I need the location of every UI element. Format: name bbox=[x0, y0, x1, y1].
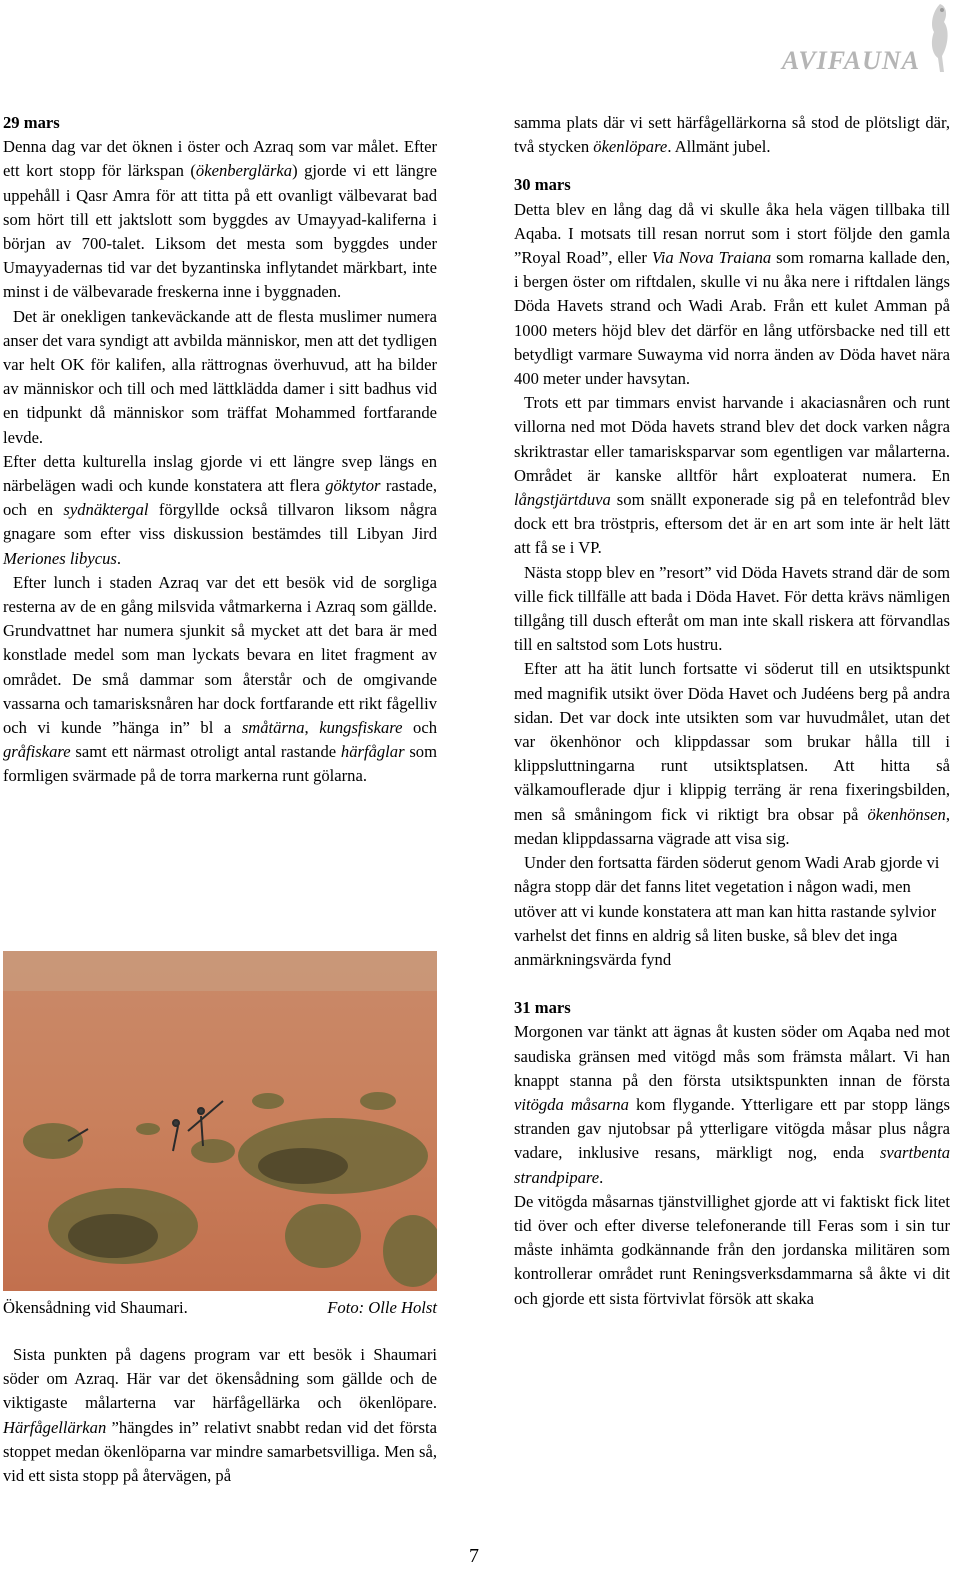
day-heading-30-mars: 30 mars bbox=[514, 175, 571, 195]
species-name: ökenberglärka bbox=[195, 161, 293, 181]
species-name: gråfiskare bbox=[3, 742, 71, 762]
text-run: . bbox=[116, 548, 121, 568]
text-run: Efter att ha ätit lunch fortsatte vi söderut till en utsiktspunkt med magnifik utsikt över Döda Havet och Judéens berg på andra sidan. Det var dock inte utsikten som var huvudmålet, utan det var ökenhönor och klippdassar som brukar hålla till i klippsluttningarna runt utsiktsplatsen. Att hitta så välkamouflerade djur i klippig terräng är rena fixeringsbilden, men så småningom fick vi riktigt bra obsar på bbox=[514, 659, 950, 824]
paragraph bbox=[3, 571, 437, 789]
paragraph bbox=[514, 391, 950, 560]
text-run: rastade, och en bbox=[3, 476, 437, 520]
day-heading-31-mars: 31 mars bbox=[514, 998, 571, 1018]
text-run: som snällt exponerade sig på en telefontråd blev dock ett bra tröstpris, eftersom det är en art som inte är helt lätt att få se i VP. bbox=[514, 490, 950, 558]
paragraph: Under den fortsatta färden söderut genom Wadi Arab gjorde vi några stopp där det fanns litet vegetation i någon wadi, men utöver att vi kunde konstatera att man kan hitta rastande sylvior varhelst det finns en aldrig så liten buske, så blev det inga anmärkningsvärda fynd bbox=[514, 853, 940, 969]
bird-icon bbox=[922, 2, 952, 74]
desert-photo bbox=[3, 951, 437, 1291]
species-name: Meriones libycus bbox=[3, 548, 117, 568]
text-run: som romarna kallade den, i bergen öster om riftdalen, skulle vi nu åka nere i riftdalen längs Döda Havets strand och Wadi Arab. Från ett kulet Amman på 1000 meters höjd blev det därför en lång utförsbacke ned till ett betydligt varmare Suwayma vid norra änden av Döda havet nära 400 meter under havsytan. bbox=[514, 248, 951, 389]
road-name: Via Nova Traiana bbox=[651, 248, 772, 268]
paragraph: De vitögda måsarnas tjänstvillighet gjorde att vi faktiskt fick litet tid över och efter diverse telefonerande till Feras som i sin tur måste inhämta godkännande från den jordanska militären som kontrollerar området runt Reningsverksdammarna så åkte vi dit och gjorde ett sista förtvivlat försök att skaka bbox=[514, 1191, 950, 1308]
text-run: Trots ett par timmars envist harvande i akaciasnåren och runt villorna ned mot Döda havets strand blev det dock varken några skriktrastar eller tamarisksparvar som egentligen var målarterna. Området är kanske alltför hårt exploaterat numera. En bbox=[514, 393, 950, 485]
species-name: härfåglar bbox=[340, 742, 405, 762]
text-run: Detta blev en lång dag då vi skulle åka hela vägen tillbaka till Aqaba. I motsats till resan norrut som i stort följde den gamla ”Royal Road”, eller bbox=[514, 199, 950, 268]
species-name: ökenlöpare bbox=[593, 137, 668, 157]
photo-credit: Foto: Olle Holst bbox=[327, 1298, 437, 1317]
text-run: Efter lunch i staden Azraq var det ett besök vid de sorgliga resterna av de en gång milsvida våtmarkerna i Azraq som gällde. Grundvattnet har numera sjunkit så mycket att det bara är med konstlade medel som man lyckats bevara en litet fragment av området. De små dammar som återstår och de omgivande vassarna och tamarisksnåren har dock fortfarande ett rikt fågelliv och vi kunde ”hänga in” bl a bbox=[3, 572, 437, 738]
paragraph bbox=[3, 450, 437, 571]
text-run: Denna dag var det öknen i öster och Azraq som var målet. Efter ett kort stopp för lärkspan ( bbox=[3, 137, 437, 181]
paragraph bbox=[3, 1343, 437, 1488]
page-number: 7 bbox=[469, 1545, 479, 1567]
text-run: samma plats där vi sett härfågellärkorna så stod de plötsligt där, två stycken bbox=[514, 113, 950, 157]
species-name: göktytor bbox=[325, 476, 381, 496]
species-name: småtärna bbox=[241, 718, 305, 738]
text-run: och bbox=[402, 718, 437, 738]
species-name: långstjärtduva bbox=[514, 490, 611, 510]
right-column bbox=[514, 111, 950, 1311]
logo-text: AVIFAUNA bbox=[781, 46, 920, 75]
text-run: ”hängdes in” relativt snabbt redan vid det första stoppet medan ökenlöparna var mindre samarbetsvilliga. Men så, vid ett sista stopp på återvägen, på bbox=[3, 1417, 437, 1486]
species-name: kungsfiskare bbox=[319, 718, 403, 738]
text-run: förgyllde också tillvaron liksom några gnagare som efter viss diskussion bestämdes till Libyan Jird bbox=[3, 500, 437, 544]
caption-text: Ökensådning vid Shaumari. bbox=[3, 1298, 188, 1317]
paragraph: Nästa stopp blev en ”resort” vid Döda Havets strand där de som ville fick tillfälle att bada i Döda Havet. För detta krävs nämligen tillgång till dusch efteråt om man inte skall riskera att förvandlas till en saltstod som Lots hustru. bbox=[514, 562, 950, 655]
paragraph bbox=[514, 657, 950, 851]
left-column-bottom bbox=[3, 1343, 437, 1488]
text-run: som formligen svärmade på de torra markerna runt gölarna. bbox=[3, 742, 437, 786]
text-run: . Allmänt jubel. bbox=[667, 137, 771, 157]
text-run: samt ett närmast otroligt antal rastande bbox=[70, 742, 341, 762]
paragraph: Det är onekligen tankeväckande att de flesta muslimer numera anser det vara syndigt att avbilda människor, men att det tydligen var helt OK för kalifen, alla rättrognas överhuvud, att ha bilder av människor och till och med lättklädda damer i sitt badhus vid en tidpunkt då människor som träffat Mohammed fortfarande levde. bbox=[3, 306, 437, 447]
text-run: , medan klippdassarna vägrade att visa sig. bbox=[514, 804, 950, 848]
species-name: vitögda måsarna bbox=[514, 1094, 629, 1114]
text-run: . bbox=[599, 1167, 604, 1187]
text-run: Morgonen var tänkt att ägnas åt kusten söder om Aqaba ned mot saudiska gränsen med vitögd mås som främsta målart. Vi han knappt stanna på den första utsiktspunkten innan de första bbox=[514, 1022, 950, 1090]
text-run: Efter detta kulturella inslag gjorde vi ett längre svep längs en närbelägen wadi och kunde konstatera att flera bbox=[3, 451, 437, 496]
text-run: Sista punkten på dagens program var ett besök i Shaumari söder om Azraq. Här var det ökensådning som gällde och de viktigaste målarterna var härfågellärka och ökenlöpare. bbox=[3, 1345, 437, 1413]
text-run: , bbox=[304, 718, 320, 738]
species-name: Härfågellärkan bbox=[3, 1417, 107, 1437]
paragraph bbox=[514, 111, 950, 159]
paragraph bbox=[514, 198, 950, 392]
species-name: svartbenta strandpipare bbox=[514, 1143, 950, 1187]
photo-caption bbox=[3, 1296, 437, 1320]
paragraph bbox=[514, 1020, 950, 1189]
left-column bbox=[3, 111, 437, 789]
avifauna-logo bbox=[732, 2, 952, 82]
species-name: sydnäktergal bbox=[63, 500, 149, 520]
paragraph bbox=[3, 135, 437, 304]
species-name: ökenhönsen bbox=[867, 804, 946, 824]
day-heading-29-mars: 29 mars bbox=[3, 113, 60, 132]
text-run: ) gjorde vi ett längre uppehåll i Qasr Amra för att titta på ett ovanligt välbevarat bad som hört till ett jaktslott som byggdes av Umayyad-kaliferna i början av 700-talet. Liksom det mesta som byggdes under Umayyadernas tid var det byzantinska inflytandet märkbart, inte minst i de välbevarade freskerna inne i byggnaden. bbox=[3, 161, 437, 302]
text-run: kom flygande. Ytterligare ett par stopp längs stranden gav njutobsar på ytterligare vitögda måsar plus några vadare, inklusive resans, märkligt nog, enda bbox=[514, 1094, 950, 1163]
